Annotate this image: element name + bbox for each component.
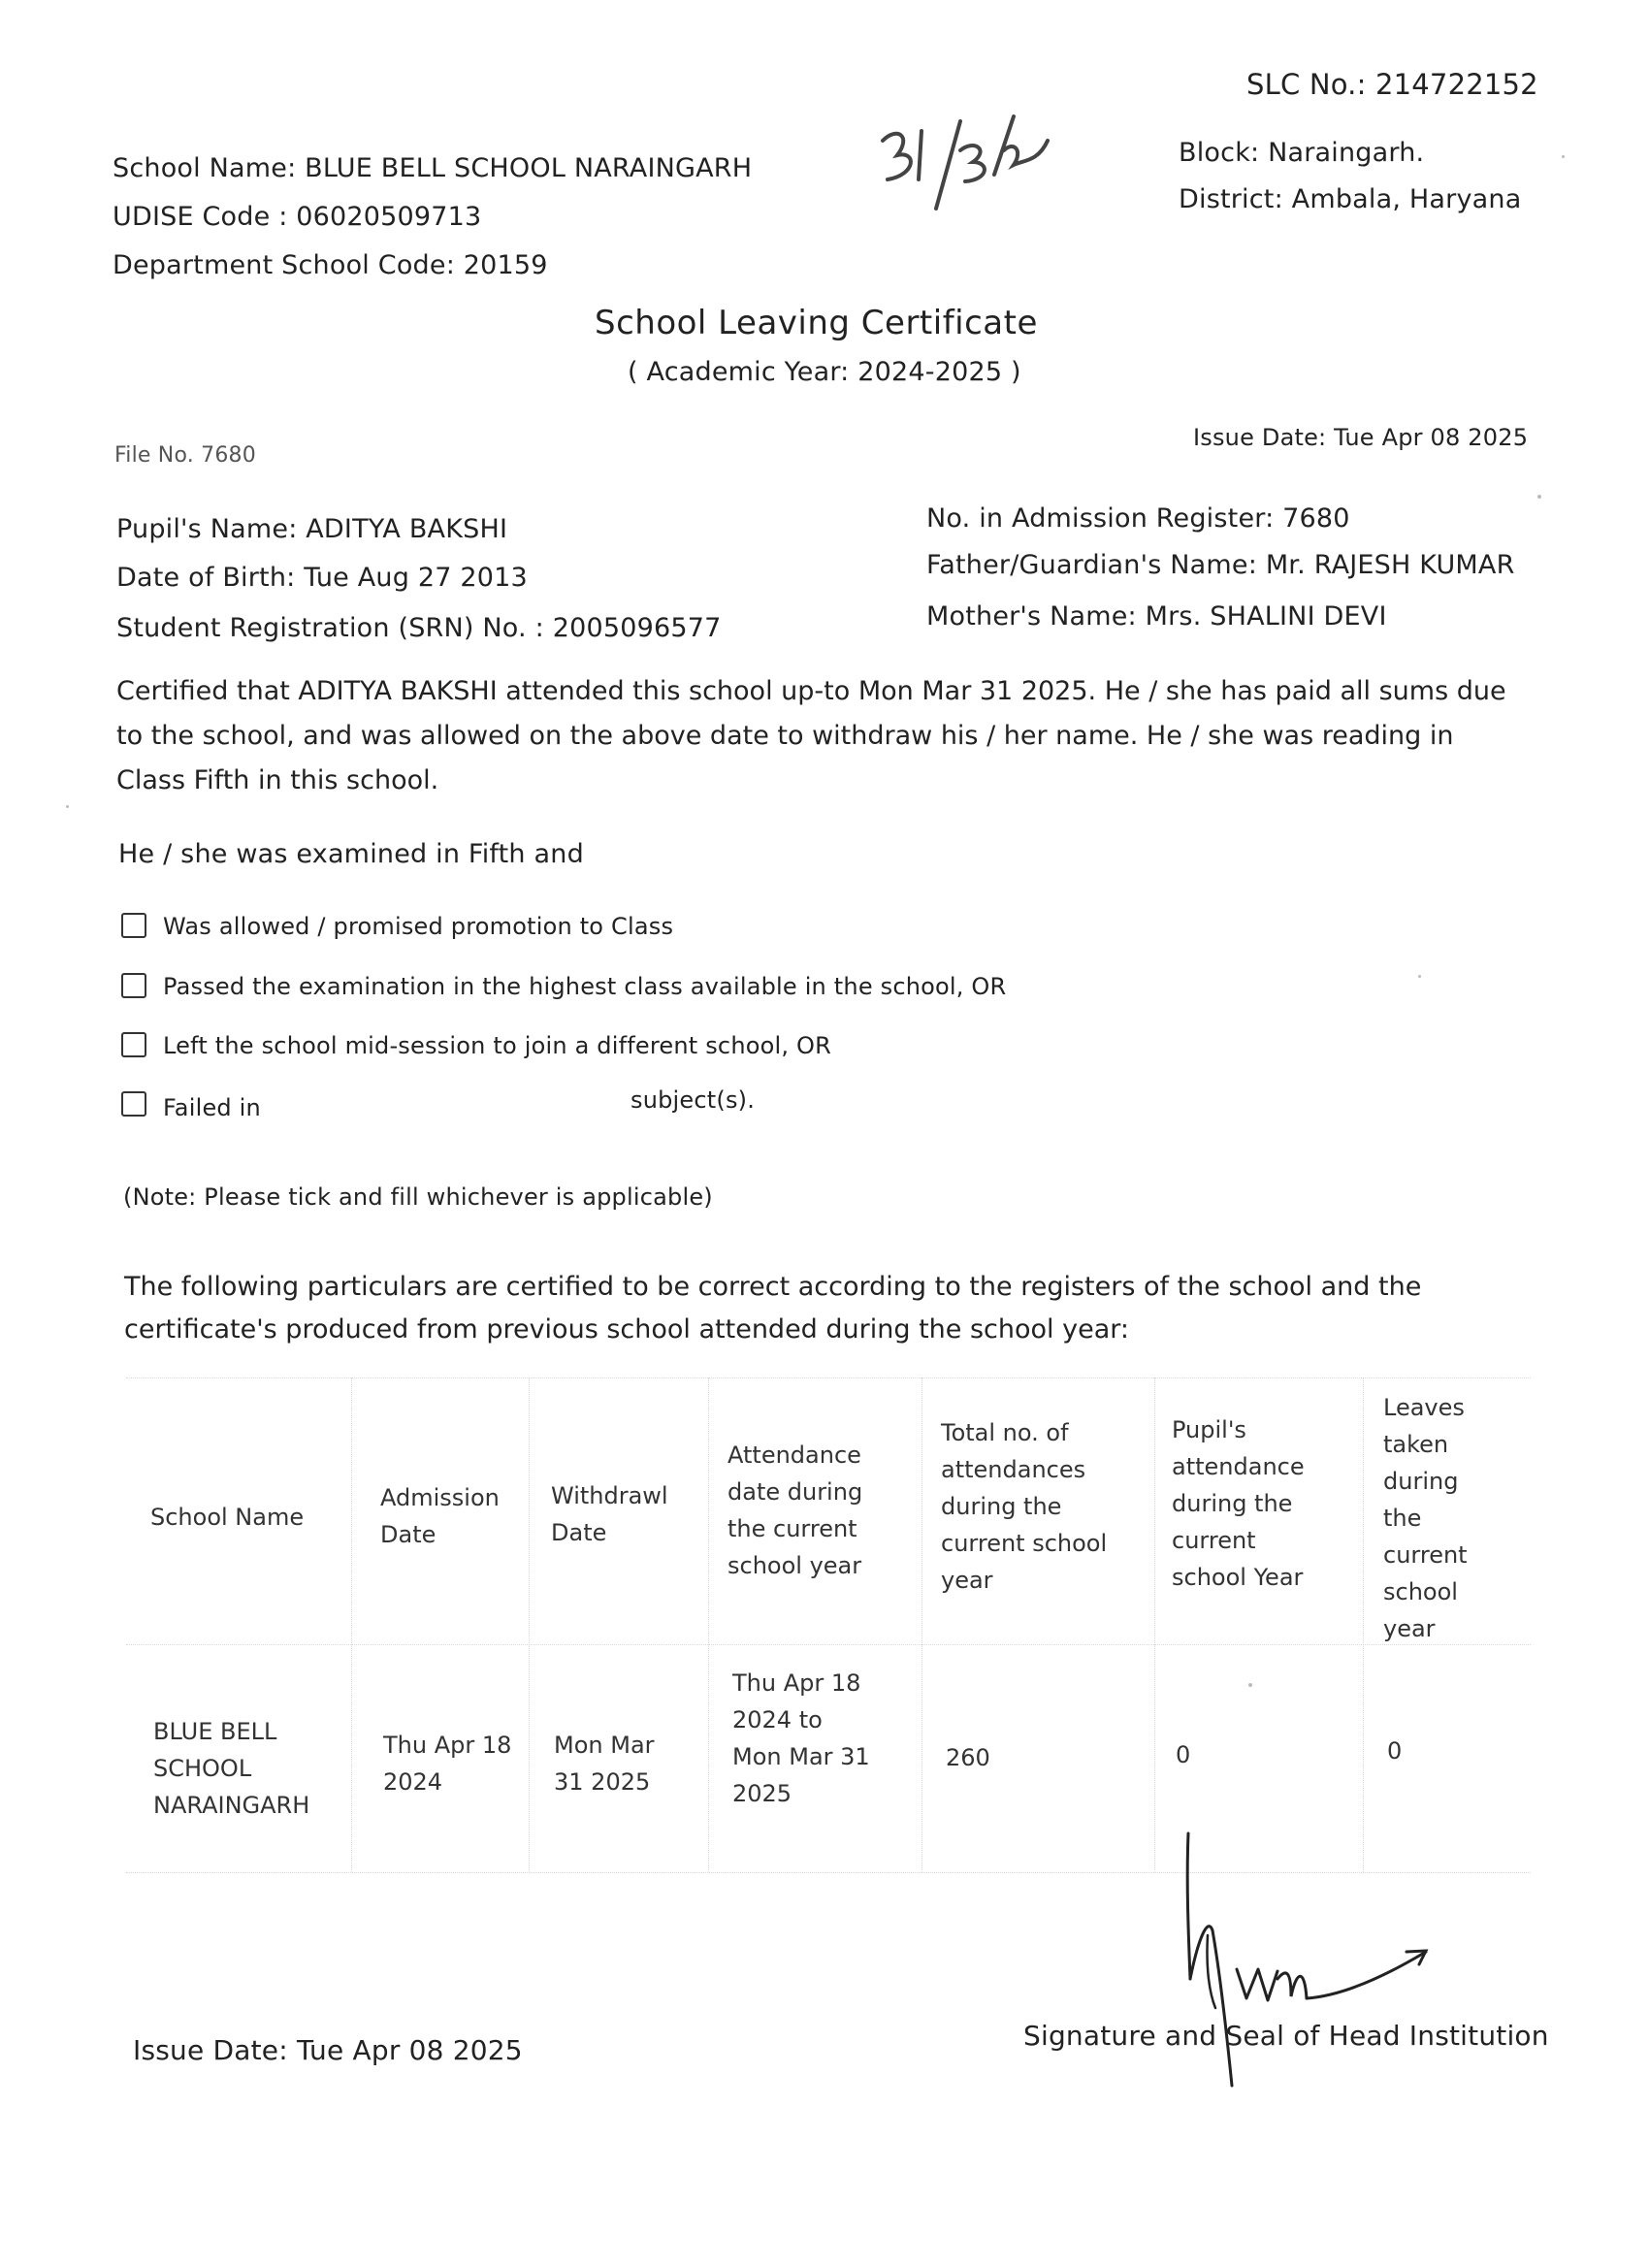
- option-left-label: Left the school mid-session to join a different school, OR: [163, 1032, 831, 1059]
- option-passed-checkbox[interactable]: [121, 973, 146, 998]
- issue-date-bottom: Issue Date: Tue Apr 08 2025: [133, 2034, 523, 2066]
- table-cell-pupil-attendance: 0: [1176, 1741, 1191, 1768]
- admission-register-number: No. in Admission Register: 7680: [926, 503, 1350, 534]
- table-header-leaves-taken: Leaves taken during the current school year: [1383, 1394, 1468, 1642]
- table-cell-leaves-taken: 0: [1387, 1737, 1403, 1765]
- table-header-attendance-date: Attendance date during the current school year: [728, 1442, 863, 1579]
- date-of-birth: Date of Birth: Tue Aug 27 2013: [116, 563, 528, 593]
- certification-paragraph: Certified that ADITYA BAKSHI attended this school up-to Mon Mar 31 2025. He / she has paid all sums due to the school, and was allowed on the above date to withdraw his / her name. He / she was reading in Class Fifth in this school.: [116, 676, 1506, 795]
- academic-year: ( Academic Year: 2024-2025 ): [628, 357, 1021, 387]
- subjects-suffix: subject(s).: [630, 1086, 756, 1114]
- option-promotion-label: Was allowed / promised promotion to Class: [163, 913, 674, 940]
- head-signature: [1169, 1824, 1440, 2105]
- table-header-school-name: School Name: [150, 1504, 305, 1531]
- pupil-name: Pupil's Name: ADITYA BAKSHI: [116, 514, 508, 544]
- block: Block: Naraingarh.: [1179, 138, 1425, 168]
- student-registration-number: Student Registration (SRN) No. : 2005096577: [116, 613, 722, 643]
- table-header-withdrawl-date: Withdrawl Date: [551, 1482, 668, 1546]
- handwritten-date: [868, 112, 1062, 218]
- table-cell-admission-date: Thu Apr 18 2024: [383, 1732, 512, 1796]
- option-passed-label: Passed the examination in the highest class available in the school, OR: [163, 973, 1007, 1000]
- file-number: File No. 7680: [114, 443, 256, 468]
- district: District: Ambala, Haryana: [1179, 184, 1522, 214]
- father-guardian-name: Father/Guardian's Name: Mr. RAJESH KUMAR: [926, 550, 1515, 580]
- signature-label: Signature and Seal of Head Institution: [1023, 2020, 1549, 2052]
- option-failed-label: Failed in: [163, 1094, 261, 1121]
- table-cell-attendance-period: Thu Apr 18 2024 to Mon Mar 31 2025: [732, 1669, 870, 1807]
- school-name: School Name: BLUE BELL SCHOOL NARAINGARH: [113, 153, 753, 183]
- table-header-total-attendances: Total no. of attendances during the current school year: [941, 1419, 1108, 1594]
- examined-statement: He / she was examined in Fifth and: [118, 839, 584, 869]
- option-failed-checkbox[interactable]: [121, 1091, 146, 1117]
- table-cell-school-name: BLUE BELL SCHOOL NARAINGARH: [153, 1718, 310, 1819]
- certificate-title: School Leaving Certificate: [595, 304, 1038, 342]
- mother-name: Mother's Name: Mrs. SHALINI DEVI: [926, 601, 1387, 632]
- table-header-pupil-attendance: Pupil's attendance during the current school Year: [1172, 1416, 1305, 1591]
- slc-number: SLC No.: 214722152: [1246, 68, 1538, 101]
- option-promotion-checkbox[interactable]: [121, 913, 146, 938]
- option-left-checkbox[interactable]: [121, 1032, 146, 1057]
- particulars-intro: The following particulars are certified to be correct according to the registers of the school and the certificate's produced from previous school attended during the school year:: [124, 1272, 1422, 1345]
- table-cell-withdrawl-date: Mon Mar 31 2025: [554, 1732, 655, 1796]
- department-school-code: Department School Code: 20159: [113, 250, 548, 280]
- table-cell-total-attendances: 260: [946, 1744, 990, 1771]
- table-header-admission-date: Admission Date: [380, 1484, 500, 1548]
- applicability-note: (Note: Please tick and fill whichever is applicable): [123, 1183, 713, 1211]
- udise-code: UDISE Code : 06020509713: [113, 202, 482, 232]
- issue-date-top: Issue Date: Tue Apr 08 2025: [1193, 424, 1529, 451]
